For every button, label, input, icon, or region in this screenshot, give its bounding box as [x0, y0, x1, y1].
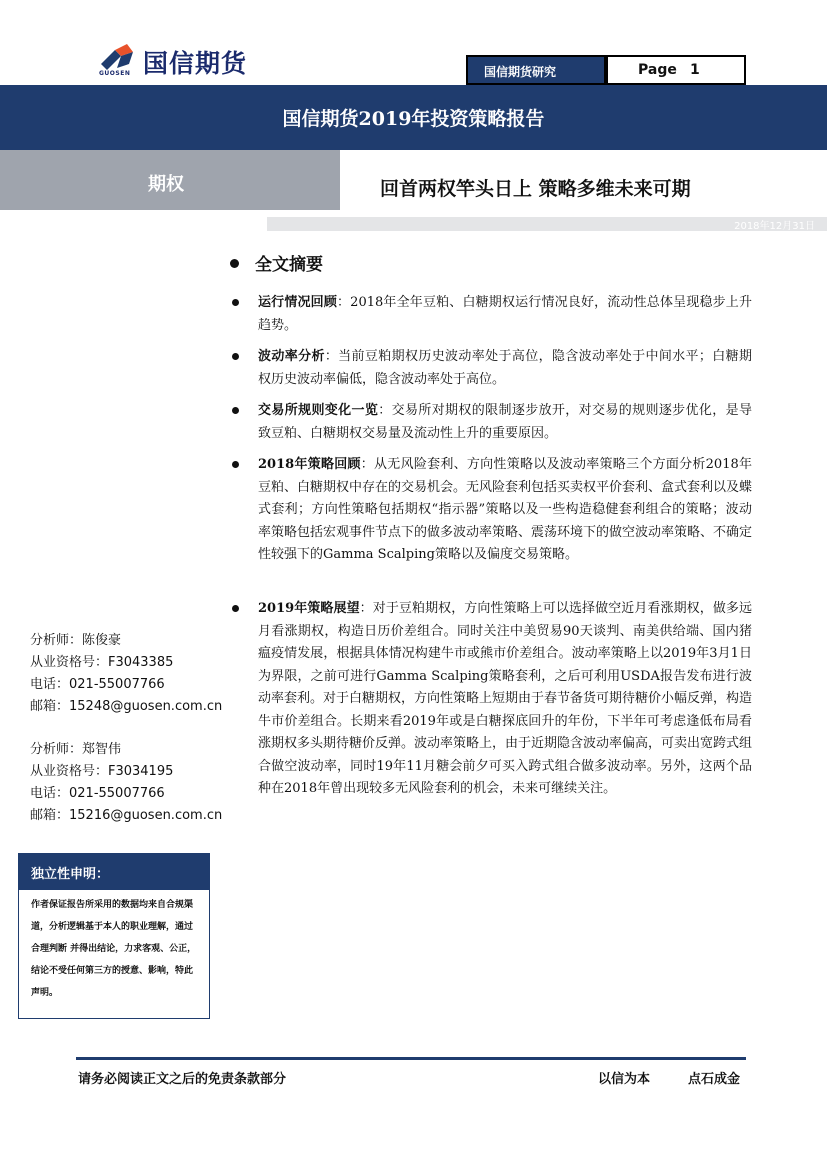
- summary-title: [230, 250, 323, 275]
- summary-item: [232, 400, 752, 445]
- analyst-block: [30, 630, 230, 718]
- report-title: 国信期货2019年投资策略报告: [282, 108, 545, 130]
- bullet-icon: [232, 299, 239, 306]
- analyst-cert: 从业资格号：F3034195: [30, 764, 174, 779]
- item-label: 波动率分析: [258, 349, 325, 364]
- footer-motto-2: 点石成金: [688, 1072, 741, 1087]
- header-dept-box: [466, 55, 606, 85]
- page-number: 1: [690, 62, 700, 78]
- header-page-box: [606, 55, 746, 85]
- item-text: ：当前豆粕期权历史波动率处于高位，隐含波动率处于中间水平；白糖期权历史波动率偏低，隐含波动率处于高位。: [258, 349, 752, 387]
- page-label: Page: [638, 62, 677, 78]
- analyst-phone: 电话：021-55007766: [30, 786, 165, 801]
- item-text: ：从无风险套利、方向性策略以及波动率策略三个方面分析2018年豆粕、白糖期权中存在的交易机会。无风险套利包括买卖权平价套利、盒式套利以及蝶式套利；方向性策略包括期权“指示器”策略以及一些构造稳健套利组合的策略；波动率策略包括宏观事件节点下的做多波动率策略、震荡环境下的做空波动率策略、不确定性较强下的Gamma Scalping策略以及偏度交易策略。: [258, 457, 753, 562]
- bullet-icon: [232, 605, 239, 612]
- analyst-cert: 从业资格号：F3043385: [30, 655, 174, 670]
- item-text: ：2018年全年豆粕、白糖期权运行情况良好，流动性总体呈现稳步上升趋势。: [258, 295, 752, 333]
- bullet-icon: [232, 461, 239, 468]
- declaration-title: 独立性申明：: [31, 867, 110, 882]
- item-label: 2019年策略展望: [258, 601, 360, 616]
- summary-item: [232, 292, 752, 337]
- item-label: 2018年策略回顾: [258, 457, 361, 472]
- bullet-icon: [232, 407, 239, 414]
- analyst-block: [30, 739, 230, 827]
- summary-title-text: 全文摘要: [255, 255, 323, 275]
- footer-disclaimer-note: 请务必阅读正文之后的免责条款部分: [78, 1072, 287, 1087]
- independence-declaration: [18, 853, 210, 1019]
- report-subtitle: 回首两权竿头日上 策略多维未来可期: [380, 178, 691, 200]
- logo-subtext: GUOSEN: [99, 70, 131, 77]
- summary-item: [232, 598, 752, 801]
- analyst-email: 邮箱：15216@guosen.com.cn: [30, 808, 223, 823]
- item-label: 运行情况回顾: [258, 295, 338, 310]
- summary-item: [232, 454, 752, 567]
- item-label: 交易所规则变化一览: [258, 403, 379, 418]
- header-dept: 国信期货研究: [484, 65, 557, 79]
- bullet-icon: [230, 259, 239, 268]
- declaration-header: [19, 854, 209, 890]
- item-text: ：对于豆粕期权，方向性策略上可以选择做空近月看涨期权，做多远月看涨期权，构造日历价差组合。同时关注中美贸易90天谈判、南美供给端、国内猪瘟疫情发展，根据具体情况构建牛市或熊市价差组合。波动率策略上以2019年3月1日为界限，之前可进行Gamma Scalping策略套利，之后可利用USDA报告发布进行波动率套利。对于白糖期权，方向性策略上短期由于春节备货可期待糖价小幅反弹，构造牛市价差组合。长期来看2019年或是白糖探底回升的年份，下半年可考虑逢低布局看涨期权多头期待糖价反弹。波动率策略上，由于近期隐含波动率偏高，可卖出宽跨式组合做空波动率，同时19年11月糖会前夕可买入跨式组合做多波动率。另外，这两个品种在2018年曾出现较多无风险套利的机会，未来可继续关注。: [258, 601, 753, 796]
- bullet-icon: [232, 353, 239, 360]
- analyst-name: 分析师：陈俊豪: [30, 633, 122, 648]
- analyst-email: 邮箱：15248@guosen.com.cn: [30, 699, 223, 714]
- company-logo: [97, 42, 287, 82]
- footer-divider: [76, 1057, 746, 1060]
- report-date: 2018年12月31日: [734, 221, 815, 232]
- analyst-name: 分析师：郑智伟: [30, 742, 122, 757]
- category-box: [0, 150, 340, 210]
- summary-item: [232, 346, 752, 391]
- item-text: ：交易所对期权的限制逐步放开，对交易的规则逐步优化，是导致豆粕、白糖期权交易量及流动性上升的重要原因。: [258, 403, 752, 441]
- date-line: [0, 213, 827, 231]
- footer-motto-1: 以信为本: [598, 1072, 651, 1087]
- declaration-body: 作者保证报告所采用的数据均来自合规渠道，分析逻辑基于本人的职业理解，通过合理判断 并得出结论，力求客观、公正，结论不受任何第三方的授意、影响，特此声明。: [31, 900, 197, 998]
- report-banner: [0, 85, 827, 150]
- logo-text: 国信期货: [143, 49, 248, 78]
- analyst-phone: 电话：021-55007766: [30, 677, 165, 692]
- category-label: 期权: [148, 174, 184, 195]
